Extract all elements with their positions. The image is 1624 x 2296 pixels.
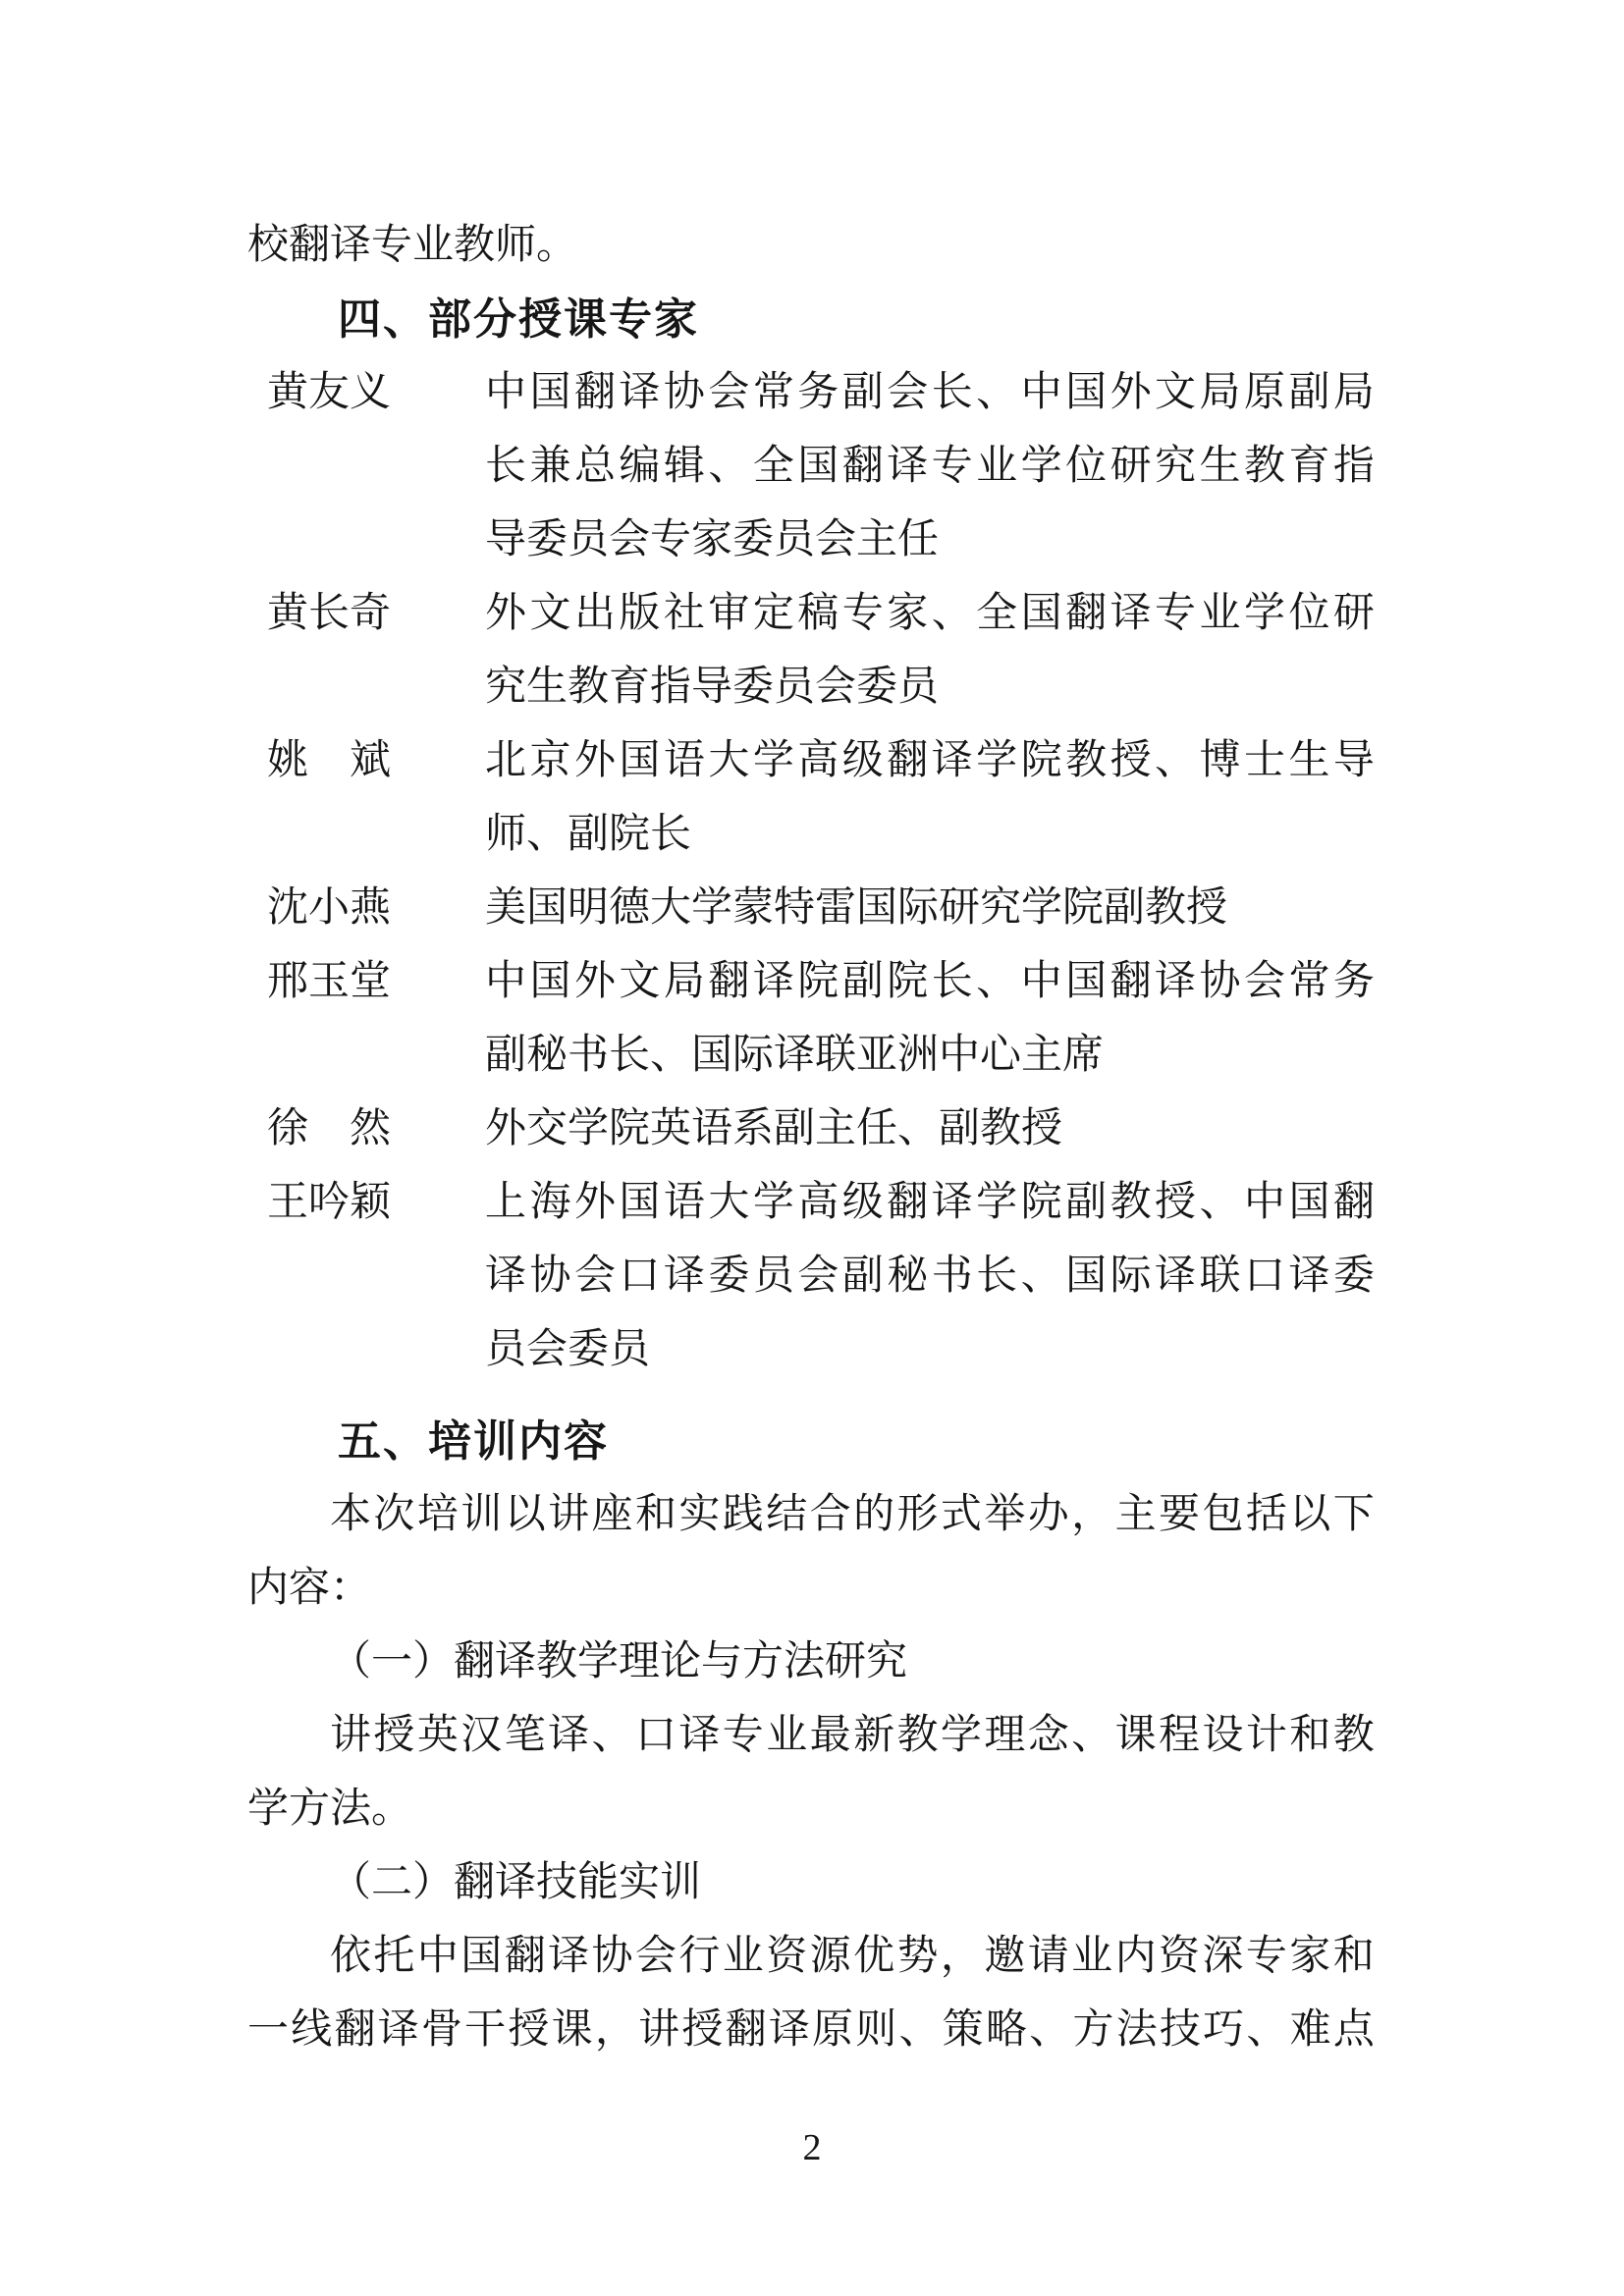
expert-desc-line: 师、副院长 xyxy=(485,812,692,857)
expert-desc-line: 中 国 翻 译 协 会 常 务 副 会 长 、 中 国 外 文 局 原 副 局 xyxy=(485,370,1375,415)
expert-name: 姚 斌 xyxy=(267,738,392,783)
expert-desc-line: 中 国 外 文 局 翻 译 院 副 院 长 、 中 国 翻 译 协 会 常 务 xyxy=(485,959,1375,1004)
intro-line: 校翻译专业教师。 xyxy=(247,223,578,268)
expert-name: 黄长奇 xyxy=(267,591,392,636)
expert-name: 沈小燕 xyxy=(267,885,392,931)
expert-desc-line: 外 文 出 版 社 审 定 稿 专 家 、 全 国 翻 译 专 业 学 位 研 xyxy=(485,591,1375,636)
paragraph-line: 学方法。 xyxy=(247,1787,413,1832)
expert-row xyxy=(247,1093,1375,1166)
expert-row xyxy=(247,945,1375,1093)
expert-description xyxy=(485,577,1375,724)
paragraph-line: 依 托 中 国 翻 译 协 会 行 业 资 源 优 势 ， 邀 请 业 内 资 深 专 家 和 xyxy=(330,1934,1375,1979)
page-number: 2 xyxy=(802,2127,822,2168)
expert-description xyxy=(485,1166,1375,1387)
paragraph-line: 本 次 培 训 以 讲 座 和 实 践 结 合 的 形 式 举 办 ， 主 要 包 括 以 下 xyxy=(330,1492,1375,1537)
expert-desc-line: 长 兼 总 编 辑 、 全 国 翻 译 专 业 学 位 研 究 生 教 育 指 xyxy=(485,444,1375,489)
section-four-heading: 四、部分授课专家 xyxy=(338,295,699,344)
expert-desc-line: 副秘书长、国际译联亚洲中心主席 xyxy=(485,1033,1105,1078)
expert-description xyxy=(485,724,1375,872)
expert-description xyxy=(485,356,1375,577)
paragraph-line: 一 线 翻 译 骨 干 授 课 ， 讲 授 翻 译 原 则 、 策 略 、 方 法 技 巧 、 难 点 xyxy=(247,2007,1375,2053)
expert-desc-line: 外交学院英语系副主任、副教授 xyxy=(485,1106,1063,1151)
paragraph-line: 讲 授 英 汉 笔 译 、 口 译 专 业 最 新 教 学 理 念 、 课 程 设 计 和 教 xyxy=(330,1713,1375,1758)
expert-name: 徐 然 xyxy=(267,1106,392,1151)
expert-name: 邢玉堂 xyxy=(267,959,392,1004)
section-five-heading: 五、培训内容 xyxy=(338,1417,609,1466)
paragraph-line: （二）翻译技能实训 xyxy=(330,1860,702,1905)
expert-row xyxy=(247,872,1375,945)
expert-desc-line: 上 海 外 国 语 大 学 高 级 翻 译 学 院 副 教 授 、 中 国 翻 xyxy=(485,1180,1375,1225)
expert-description xyxy=(485,872,1375,945)
expert-name: 王吟颖 xyxy=(267,1180,392,1225)
expert-row xyxy=(247,356,1375,577)
expert-row xyxy=(247,1166,1375,1387)
paragraph-line: （一）翻译教学理论与方法研究 xyxy=(330,1639,908,1684)
paragraph-line: 内容： xyxy=(247,1566,372,1611)
expert-desc-line: 北 京 外 国 语 大 学 高 级 翻 译 学 院 教 授 、 博 士 生 导 xyxy=(485,738,1375,783)
expert-row xyxy=(247,577,1375,724)
expert-desc-line: 美国明德大学蒙特雷国际研究学院副教授 xyxy=(485,885,1228,931)
expert-description xyxy=(485,945,1375,1093)
expert-desc-line: 员会委员 xyxy=(485,1327,651,1372)
expert-description xyxy=(485,1093,1375,1166)
expert-desc-line: 译 协 会 口 译 委 员 会 副 秘 书 长 、 国 际 译 联 口 译 委 xyxy=(485,1254,1375,1299)
expert-row xyxy=(247,724,1375,872)
expert-desc-line: 导委员会专家委员会主任 xyxy=(485,517,940,562)
expert-desc-line: 究生教育指导委员会委员 xyxy=(485,665,940,710)
document-content xyxy=(247,209,1375,2067)
expert-name: 黄友义 xyxy=(267,370,392,415)
